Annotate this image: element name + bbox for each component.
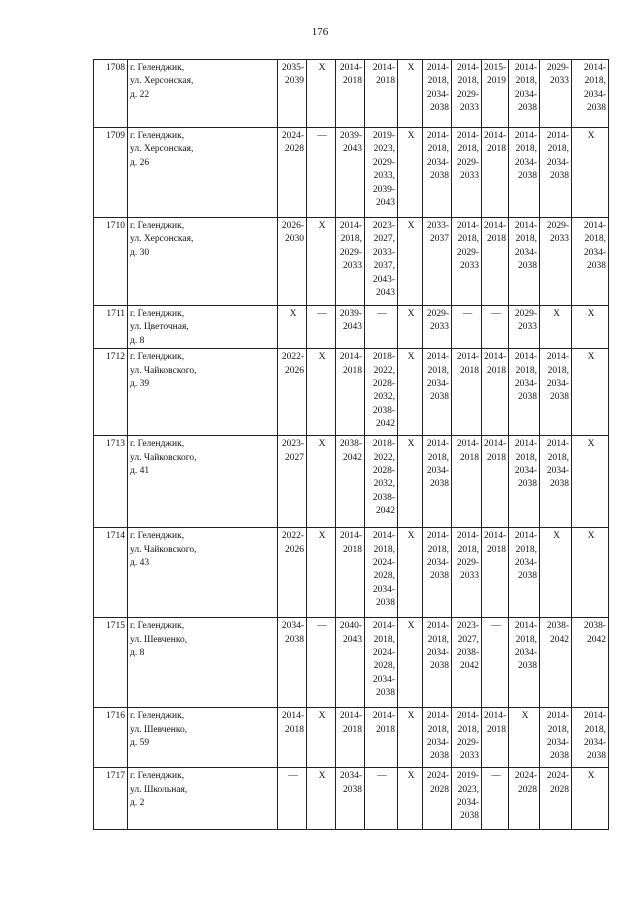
period-cell xyxy=(452,60,482,128)
period-cell xyxy=(278,618,307,708)
period-cell xyxy=(482,60,509,128)
period-text: 2014- 2018, 2024- 2028, 2034- 2038 xyxy=(372,531,395,609)
period-cell xyxy=(482,528,509,618)
period-cell xyxy=(398,708,423,768)
period-cell xyxy=(572,128,609,218)
address-cell xyxy=(128,60,278,128)
period-text: Х xyxy=(318,352,326,363)
period-cell xyxy=(307,349,336,436)
period-cell xyxy=(482,128,509,218)
period-text: Х xyxy=(289,309,297,319)
period-cell xyxy=(540,60,572,128)
period-cell xyxy=(572,306,609,349)
period-cell xyxy=(572,708,609,768)
period-cell xyxy=(278,528,307,618)
period-cell xyxy=(452,528,482,618)
period-text: 2014- 2018, 2034- 2038 xyxy=(514,131,537,182)
period-text: Х xyxy=(407,309,415,319)
address-text: г. Геленджик, ул. Чайковского, д. 39 xyxy=(130,352,197,390)
period-cell xyxy=(336,436,365,528)
period-cell xyxy=(365,128,398,218)
period-text: 2014- 2018, 2034- 2038 xyxy=(426,531,449,582)
period-cell xyxy=(423,436,452,528)
period-text: 2014- 2018, 2034- 2038 xyxy=(514,63,537,114)
period-text: 2035- 2039 xyxy=(281,63,304,87)
period-cell xyxy=(509,708,540,768)
period-cell xyxy=(307,768,336,830)
period-text: 2038- 2042 xyxy=(546,621,569,645)
period-cell xyxy=(307,618,336,708)
period-cell xyxy=(509,128,540,218)
address-cell xyxy=(128,618,278,708)
period-cell xyxy=(278,768,307,830)
period-cell xyxy=(398,436,423,528)
registry-table xyxy=(93,59,609,830)
period-text: 2014- 2018 xyxy=(484,131,507,155)
period-text: 2038- 2042 xyxy=(583,621,606,645)
period-cell xyxy=(336,128,365,218)
period-cell xyxy=(452,218,482,306)
period-text: 2019- 2023, 2034- 2038 xyxy=(456,771,479,822)
period-text: Х xyxy=(407,771,415,782)
period-text: Х xyxy=(521,711,529,722)
period-text: 2014- 2018, 2029- 2033 xyxy=(456,221,479,272)
period-cell xyxy=(398,306,423,349)
period-text: Х xyxy=(407,531,415,542)
row-number-cell: 1714 xyxy=(94,528,128,618)
period-cell xyxy=(509,306,540,349)
period-cell xyxy=(365,708,398,768)
period-text: 2014- 2018, 2034- 2038 xyxy=(583,711,606,762)
address-text: г. Геленджик, ул. Херсонская, д. 22 xyxy=(130,63,194,100)
period-text: Х xyxy=(587,131,595,141)
table-row xyxy=(94,349,609,436)
row-number-cell: 1717 xyxy=(94,768,128,830)
row-number-cell: 1713 xyxy=(94,436,128,528)
period-cell xyxy=(336,768,365,830)
address-cell xyxy=(128,349,278,436)
period-cell xyxy=(572,349,609,436)
period-text: Х xyxy=(587,439,595,450)
period-cell xyxy=(278,218,307,306)
period-cell xyxy=(540,618,572,708)
period-text: 2014- 2018, 2034- 2038 xyxy=(514,352,537,403)
period-text: 2014- 2018 xyxy=(484,221,507,245)
period-cell xyxy=(452,708,482,768)
period-cell xyxy=(398,128,423,218)
address-text: г. Геленджик, ул. Чайковского, д. 41 xyxy=(130,439,197,477)
period-cell xyxy=(365,349,398,436)
period-text: Х xyxy=(407,221,415,231)
period-text: 2014- 2018, 2034- 2038 xyxy=(514,621,537,672)
period-text: Х xyxy=(553,309,560,319)
period-text: 2014- 2018, 2034- 2038 xyxy=(514,221,537,272)
period-text: 2029- 2033 xyxy=(546,63,569,87)
period-text: Х xyxy=(318,771,326,782)
period-cell xyxy=(278,60,307,128)
period-cell xyxy=(509,349,540,436)
period-text: 2014- 2018 xyxy=(456,439,479,463)
address-text: г. Геленджик, ул. Школьная, д. 2 xyxy=(130,771,188,809)
period-text: 2014- 2018, 2034- 2038 xyxy=(546,131,569,182)
period-text: 2023- 2027 xyxy=(281,439,304,463)
period-text: 2029- 2033 xyxy=(426,309,449,333)
period-text: 2014- 2018, 2034- 2038 xyxy=(583,221,606,272)
period-cell xyxy=(540,436,572,528)
period-text: 2014- 2018 xyxy=(339,63,362,87)
period-text: 2014- 2018, 2029- 2033 xyxy=(456,63,479,114)
period-text: 2014- 2018 xyxy=(339,711,362,735)
period-text: Х xyxy=(553,531,560,542)
period-text: 2033- 2037 xyxy=(426,221,449,245)
address-cell xyxy=(128,528,278,618)
period-text: 2018- 2022, 2028- 2032, 2038- 2042 xyxy=(372,439,395,517)
period-text: 2022- 2026 xyxy=(281,352,304,376)
period-cell xyxy=(278,436,307,528)
page-number: 176 xyxy=(311,26,329,38)
period-cell xyxy=(540,708,572,768)
period-text: — xyxy=(377,771,387,782)
period-cell xyxy=(398,618,423,708)
period-cell xyxy=(423,60,452,128)
period-text: Х xyxy=(587,352,595,363)
period-cell xyxy=(509,436,540,528)
period-cell xyxy=(365,60,398,128)
period-cell xyxy=(336,349,365,436)
period-text: 2014- 2018, 2029- 2033 xyxy=(456,131,479,182)
period-cell xyxy=(452,349,482,436)
period-text: 2014- 2018 xyxy=(484,531,507,555)
period-cell xyxy=(336,528,365,618)
period-text: Х xyxy=(407,131,415,141)
period-text: 2024- 2028 xyxy=(281,131,304,155)
period-text: 2029- 2033 xyxy=(514,309,537,333)
period-text: 2039- 2043 xyxy=(339,131,362,155)
address-text: г. Геленджик, ул. Херсонская, д. 30 xyxy=(130,221,194,258)
period-text: Х xyxy=(407,352,415,363)
row-number-cell: 1711 xyxy=(94,306,128,349)
period-cell xyxy=(509,618,540,708)
address-cell xyxy=(128,708,278,768)
period-text: 2034- 2038 xyxy=(281,621,304,645)
period-text: 2019- 2023, 2029- 2033, 2039- 2043 xyxy=(372,131,395,209)
period-text: 2018- 2022, 2028- 2032, 2038- 2042 xyxy=(372,352,395,430)
period-cell xyxy=(307,528,336,618)
period-cell xyxy=(365,436,398,528)
period-text: 2024- 2028 xyxy=(546,771,569,795)
period-text: 2038- 2042 xyxy=(339,439,362,463)
period-text: 2014- 2018, 2034- 2038 xyxy=(514,439,537,490)
period-cell xyxy=(423,618,452,708)
period-cell xyxy=(540,218,572,306)
period-cell xyxy=(572,60,609,128)
period-cell xyxy=(423,528,452,618)
period-text: 2039- 2043 xyxy=(339,309,362,333)
period-text: — xyxy=(491,621,501,632)
period-cell xyxy=(509,528,540,618)
period-text: 2014- 2018, 2034- 2038 xyxy=(426,63,449,114)
period-cell xyxy=(423,128,452,218)
period-text: 2014- 2018 xyxy=(339,531,362,555)
period-cell xyxy=(452,436,482,528)
period-cell xyxy=(423,768,452,830)
period-text: — xyxy=(288,771,298,782)
period-cell xyxy=(336,60,365,128)
period-cell xyxy=(572,768,609,830)
period-cell xyxy=(365,768,398,830)
period-cell xyxy=(540,528,572,618)
period-text: 2023- 2027, 2038- 2042 xyxy=(456,621,479,672)
table-row xyxy=(94,618,609,708)
period-cell xyxy=(482,436,509,528)
period-cell xyxy=(452,306,482,349)
period-cell xyxy=(572,436,609,528)
period-text: 2014- 2018 xyxy=(372,63,395,87)
period-text: 2024- 2028 xyxy=(426,771,449,795)
period-cell xyxy=(336,218,365,306)
period-cell xyxy=(398,349,423,436)
period-cell xyxy=(365,306,398,349)
period-text: Х xyxy=(587,309,595,319)
period-cell xyxy=(452,768,482,830)
period-text: 2014- 2018, 2034- 2038 xyxy=(583,63,606,114)
row-number-cell: 1708 xyxy=(94,60,128,128)
period-cell xyxy=(572,528,609,618)
period-text: 2014- 2018, 2034- 2038 xyxy=(426,352,449,403)
period-text: 2023- 2027, 2033- 2037, 2043- 2043 xyxy=(372,221,395,299)
period-text: 2040- 2043 xyxy=(339,621,362,645)
address-cell xyxy=(128,306,278,349)
period-cell xyxy=(482,306,509,349)
period-cell xyxy=(423,349,452,436)
period-cell xyxy=(336,708,365,768)
period-cell xyxy=(540,128,572,218)
row-number-cell: 1712 xyxy=(94,349,128,436)
period-cell xyxy=(452,618,482,708)
period-cell xyxy=(307,218,336,306)
address-cell xyxy=(128,436,278,528)
period-text: 2015- 2019 xyxy=(484,63,507,87)
period-text: 2014- 2018, 2034- 2038 xyxy=(426,439,449,490)
period-cell xyxy=(307,436,336,528)
period-text: 2014- 2018, 2034- 2038 xyxy=(426,621,449,672)
period-text: — xyxy=(317,621,327,632)
period-text: Х xyxy=(318,711,326,722)
period-text: 2014- 2018 xyxy=(484,711,507,735)
period-cell xyxy=(572,218,609,306)
period-cell xyxy=(509,60,540,128)
period-cell xyxy=(278,306,307,349)
period-cell xyxy=(482,768,509,830)
period-cell xyxy=(398,768,423,830)
period-text: Х xyxy=(318,221,326,231)
period-text: 2014- 2018, 2034- 2038 xyxy=(426,131,449,182)
address-text: г. Геленджик, ул. Шевченко, д. 8 xyxy=(130,621,188,659)
period-text: — xyxy=(317,131,327,141)
row-number-cell: 1709 xyxy=(94,128,128,218)
period-cell xyxy=(307,60,336,128)
table-row xyxy=(94,528,609,618)
period-cell xyxy=(482,618,509,708)
period-text: Х xyxy=(318,439,326,450)
period-cell xyxy=(307,306,336,349)
period-text: Х xyxy=(587,531,595,542)
period-cell xyxy=(278,128,307,218)
address-cell xyxy=(128,768,278,830)
period-text: Х xyxy=(318,63,326,73)
table-row xyxy=(94,306,609,349)
period-cell xyxy=(307,128,336,218)
row-number-cell: 1710 xyxy=(94,218,128,306)
period-cell xyxy=(398,60,423,128)
period-cell xyxy=(365,218,398,306)
period-text: 2014- 2018 xyxy=(484,439,507,463)
period-cell xyxy=(482,708,509,768)
period-cell xyxy=(365,528,398,618)
period-cell xyxy=(307,708,336,768)
period-cell xyxy=(540,768,572,830)
period-text: 2014- 2018 xyxy=(456,352,479,376)
table-row xyxy=(94,708,609,768)
address-text: г. Геленджик, ул. Цветочная, д. 8 xyxy=(130,309,189,346)
period-cell xyxy=(482,218,509,306)
period-cell xyxy=(540,349,572,436)
period-cell xyxy=(336,618,365,708)
address-text: г. Геленджик, ул. Чайковского, д. 43 xyxy=(130,531,197,569)
address-text: г. Геленджик, ул. Шевченко, д. 59 xyxy=(130,711,188,749)
period-cell xyxy=(509,768,540,830)
period-text: 2014- 2018, 2034- 2038 xyxy=(546,352,569,403)
period-cell xyxy=(398,218,423,306)
period-text: Х xyxy=(318,531,326,542)
period-cell xyxy=(278,349,307,436)
period-text: 2014- 2018 xyxy=(339,352,362,376)
row-number-cell: 1716 xyxy=(94,708,128,768)
period-text: — xyxy=(462,309,473,319)
table-row xyxy=(94,218,609,306)
period-text: 2014- 2018, 2029- 2033 xyxy=(339,221,362,272)
period-text: 2014- 2018 xyxy=(484,352,507,376)
period-cell xyxy=(365,618,398,708)
period-text: 2014- 2018, 2024- 2028, 2034- 2038 xyxy=(372,621,395,699)
period-text: — xyxy=(377,309,387,319)
period-text: 2014- 2018, 2034- 2038 xyxy=(546,711,569,762)
period-cell xyxy=(423,306,452,349)
period-text: 2014- 2018, 2029- 2033 xyxy=(456,531,479,582)
address-cell xyxy=(128,218,278,306)
period-cell xyxy=(423,218,452,306)
period-text: Х xyxy=(587,771,595,782)
period-text: — xyxy=(491,771,501,782)
period-cell xyxy=(509,218,540,306)
period-text: 2014- 2018, 2034- 2038 xyxy=(514,531,537,582)
period-cell xyxy=(423,708,452,768)
address-text: г. Геленджик, ул. Херсонская, д. 26 xyxy=(130,131,194,168)
period-text: — xyxy=(491,309,501,319)
address-cell xyxy=(128,128,278,218)
row-number-cell: 1715 xyxy=(94,618,128,708)
table-row xyxy=(94,768,609,830)
table-row xyxy=(94,436,609,528)
period-text: Х xyxy=(407,439,415,450)
period-cell xyxy=(398,528,423,618)
period-text: Х xyxy=(407,621,415,632)
period-cell xyxy=(336,306,365,349)
period-cell xyxy=(452,128,482,218)
period-text: 2014- 2018, 2034- 2038 xyxy=(426,711,449,762)
period-cell xyxy=(572,618,609,708)
period-text: 2014- 2018, 2034- 2038 xyxy=(546,439,569,490)
period-text: 2024- 2028 xyxy=(514,771,537,795)
period-text: 2014- 2018, 2029- 2033 xyxy=(456,711,479,762)
period-cell xyxy=(482,349,509,436)
table-row xyxy=(94,128,609,218)
table-row xyxy=(94,60,609,128)
period-text: Х xyxy=(407,63,415,73)
period-text: 2014- 2018 xyxy=(281,711,304,735)
period-cell xyxy=(540,306,572,349)
period-text: Х xyxy=(407,711,415,722)
period-text: 2014- 2018 xyxy=(372,711,395,735)
period-text: 2034- 2038 xyxy=(339,771,362,795)
period-text: 2029- 2033 xyxy=(546,221,569,245)
period-cell xyxy=(278,708,307,768)
period-text: 2022- 2026 xyxy=(281,531,304,555)
period-text: 2026- 2030 xyxy=(281,221,304,245)
period-text: — xyxy=(317,309,327,319)
